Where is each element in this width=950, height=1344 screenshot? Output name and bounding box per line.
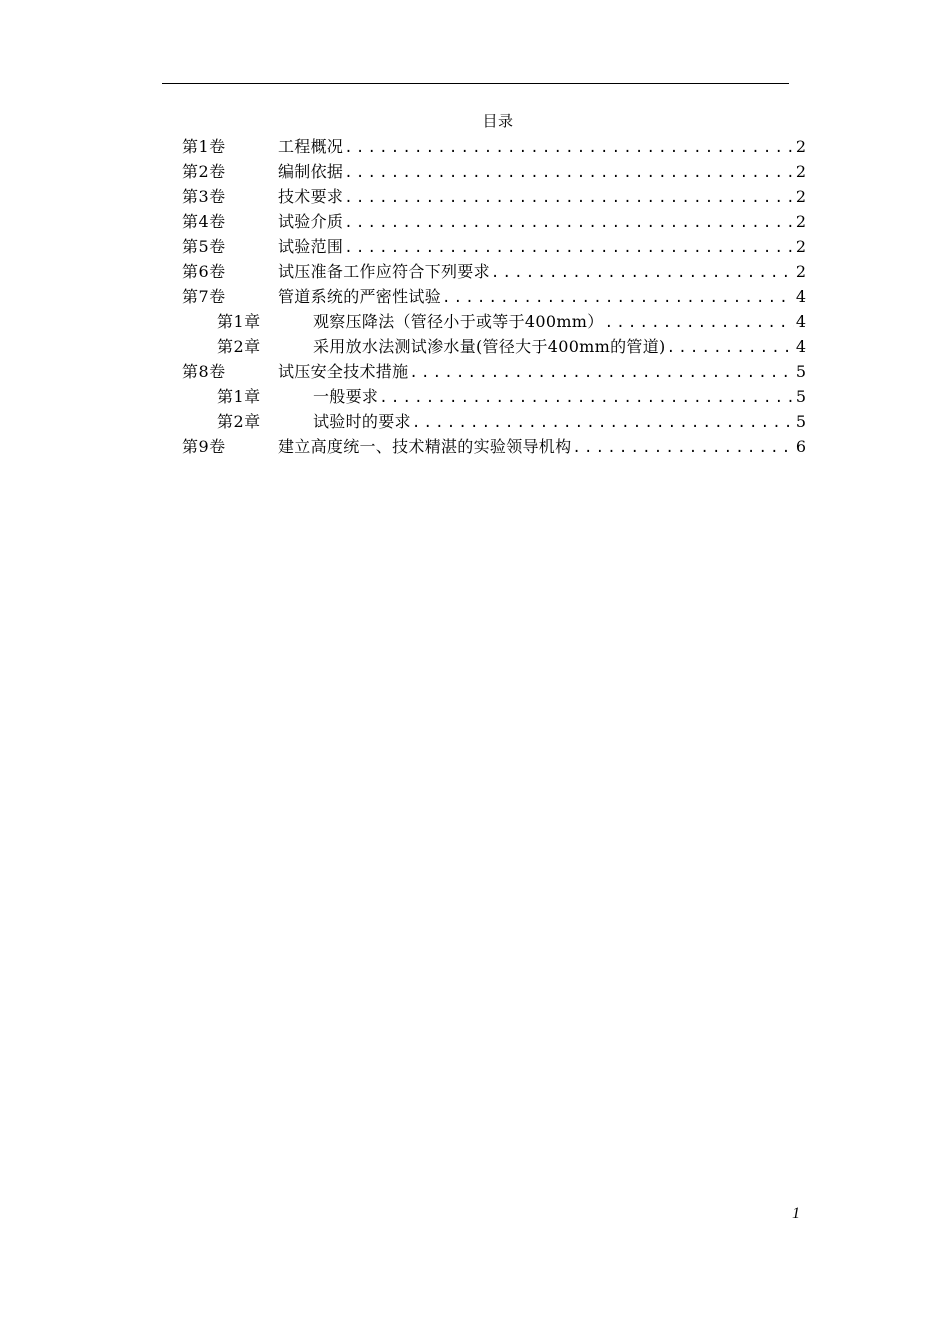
toc-entry[interactable] xyxy=(182,209,806,234)
toc-entry[interactable] xyxy=(182,259,806,284)
toc-entry-number: 第1章 xyxy=(217,387,261,406)
toc-entry-title: 试验时的要求 xyxy=(313,412,411,431)
toc-entry-number: 第2章 xyxy=(217,412,261,431)
toc-entry-number: 第9卷 xyxy=(182,437,226,456)
toc-entry-title: 试验范围 xyxy=(278,237,344,256)
toc-entry-page: 2 xyxy=(795,237,806,256)
toc-entry-title: 技术要求 xyxy=(278,187,344,206)
toc-entry-page: 4 xyxy=(795,337,806,356)
toc-entry-page: 2 xyxy=(795,262,806,281)
toc-entry[interactable] xyxy=(182,434,806,459)
toc-entry-number: 第5卷 xyxy=(182,237,226,256)
toc-dot-leader xyxy=(344,186,794,211)
toc-dot-leader xyxy=(667,336,794,361)
toc-dot-leader xyxy=(409,361,793,386)
toc-entry-title: 试验介质 xyxy=(278,212,344,231)
toc-entry[interactable] xyxy=(182,184,806,209)
toc-entry-title: 管道系统的严密性试验 xyxy=(278,287,442,306)
toc-entry-title: 建立高度统一、技术精湛的实验领导机构 xyxy=(278,437,572,456)
toc-entry-page: 4 xyxy=(795,312,806,331)
toc-entry-page: 4 xyxy=(795,287,806,306)
toc-entry-page: 5 xyxy=(795,387,806,406)
toc-entry[interactable] xyxy=(182,284,806,309)
toc-entry-title: 试压准备工作应符合下列要求 xyxy=(278,262,490,281)
toc-dot-leader xyxy=(344,211,794,236)
toc-entry-number: 第1章 xyxy=(217,312,261,331)
toc-dot-leader xyxy=(572,436,793,461)
toc-entry-page: 2 xyxy=(795,162,806,181)
toc-entry-title: 工程概况 xyxy=(278,137,344,156)
toc-entry-number: 第8卷 xyxy=(182,362,226,381)
toc-entry-number: 第2章 xyxy=(217,337,261,356)
toc-entry-number: 第2卷 xyxy=(182,162,226,181)
toc-entry-page: 5 xyxy=(795,362,806,381)
toc-entry-number: 第6卷 xyxy=(182,262,226,281)
toc-entry[interactable] xyxy=(182,134,806,159)
toc-entry-page: 5 xyxy=(795,412,806,431)
toc-entry-title: 编制依据 xyxy=(278,162,344,181)
toc-entry-page: 2 xyxy=(795,187,806,206)
toc-subentry[interactable] xyxy=(182,384,806,409)
toc-entry[interactable] xyxy=(182,359,806,384)
toc-entry-title: 试压安全技术措施 xyxy=(278,362,409,381)
toc-entry-title: 一般要求 xyxy=(313,387,379,406)
toc-title: 目录 xyxy=(482,112,514,130)
toc-subentry[interactable] xyxy=(182,409,806,434)
toc-dot-leader xyxy=(344,136,794,161)
toc-subentry[interactable] xyxy=(182,309,806,334)
toc-entry-number: 第3卷 xyxy=(182,187,226,206)
toc-dot-leader xyxy=(379,386,794,411)
toc-dot-leader xyxy=(491,261,794,286)
toc-entry-page: 6 xyxy=(795,437,806,456)
toc-dot-leader xyxy=(412,411,794,436)
toc-entry-number: 第4卷 xyxy=(182,212,226,231)
toc-entry-number: 第7卷 xyxy=(182,287,226,306)
toc-dot-leader xyxy=(344,236,794,261)
toc-dot-leader xyxy=(344,161,794,186)
page-number: 1 xyxy=(792,1205,800,1222)
toc-entry[interactable] xyxy=(182,234,806,259)
toc-entry-page: 2 xyxy=(795,212,806,231)
toc-dot-leader xyxy=(605,311,794,336)
toc-entry-number: 第1卷 xyxy=(182,137,226,156)
toc-subentry[interactable] xyxy=(182,334,806,359)
header-rule xyxy=(162,83,789,84)
table-of-contents xyxy=(182,134,806,459)
toc-entry-title: 观察压降法（管径小于或等于400mm） xyxy=(313,312,604,331)
toc-dot-leader xyxy=(442,286,794,311)
toc-entry[interactable] xyxy=(182,159,806,184)
toc-entry-page: 2 xyxy=(795,137,806,156)
toc-entry-title: 采用放水法测试渗水量(管径大于400mm的管道) xyxy=(313,337,666,356)
